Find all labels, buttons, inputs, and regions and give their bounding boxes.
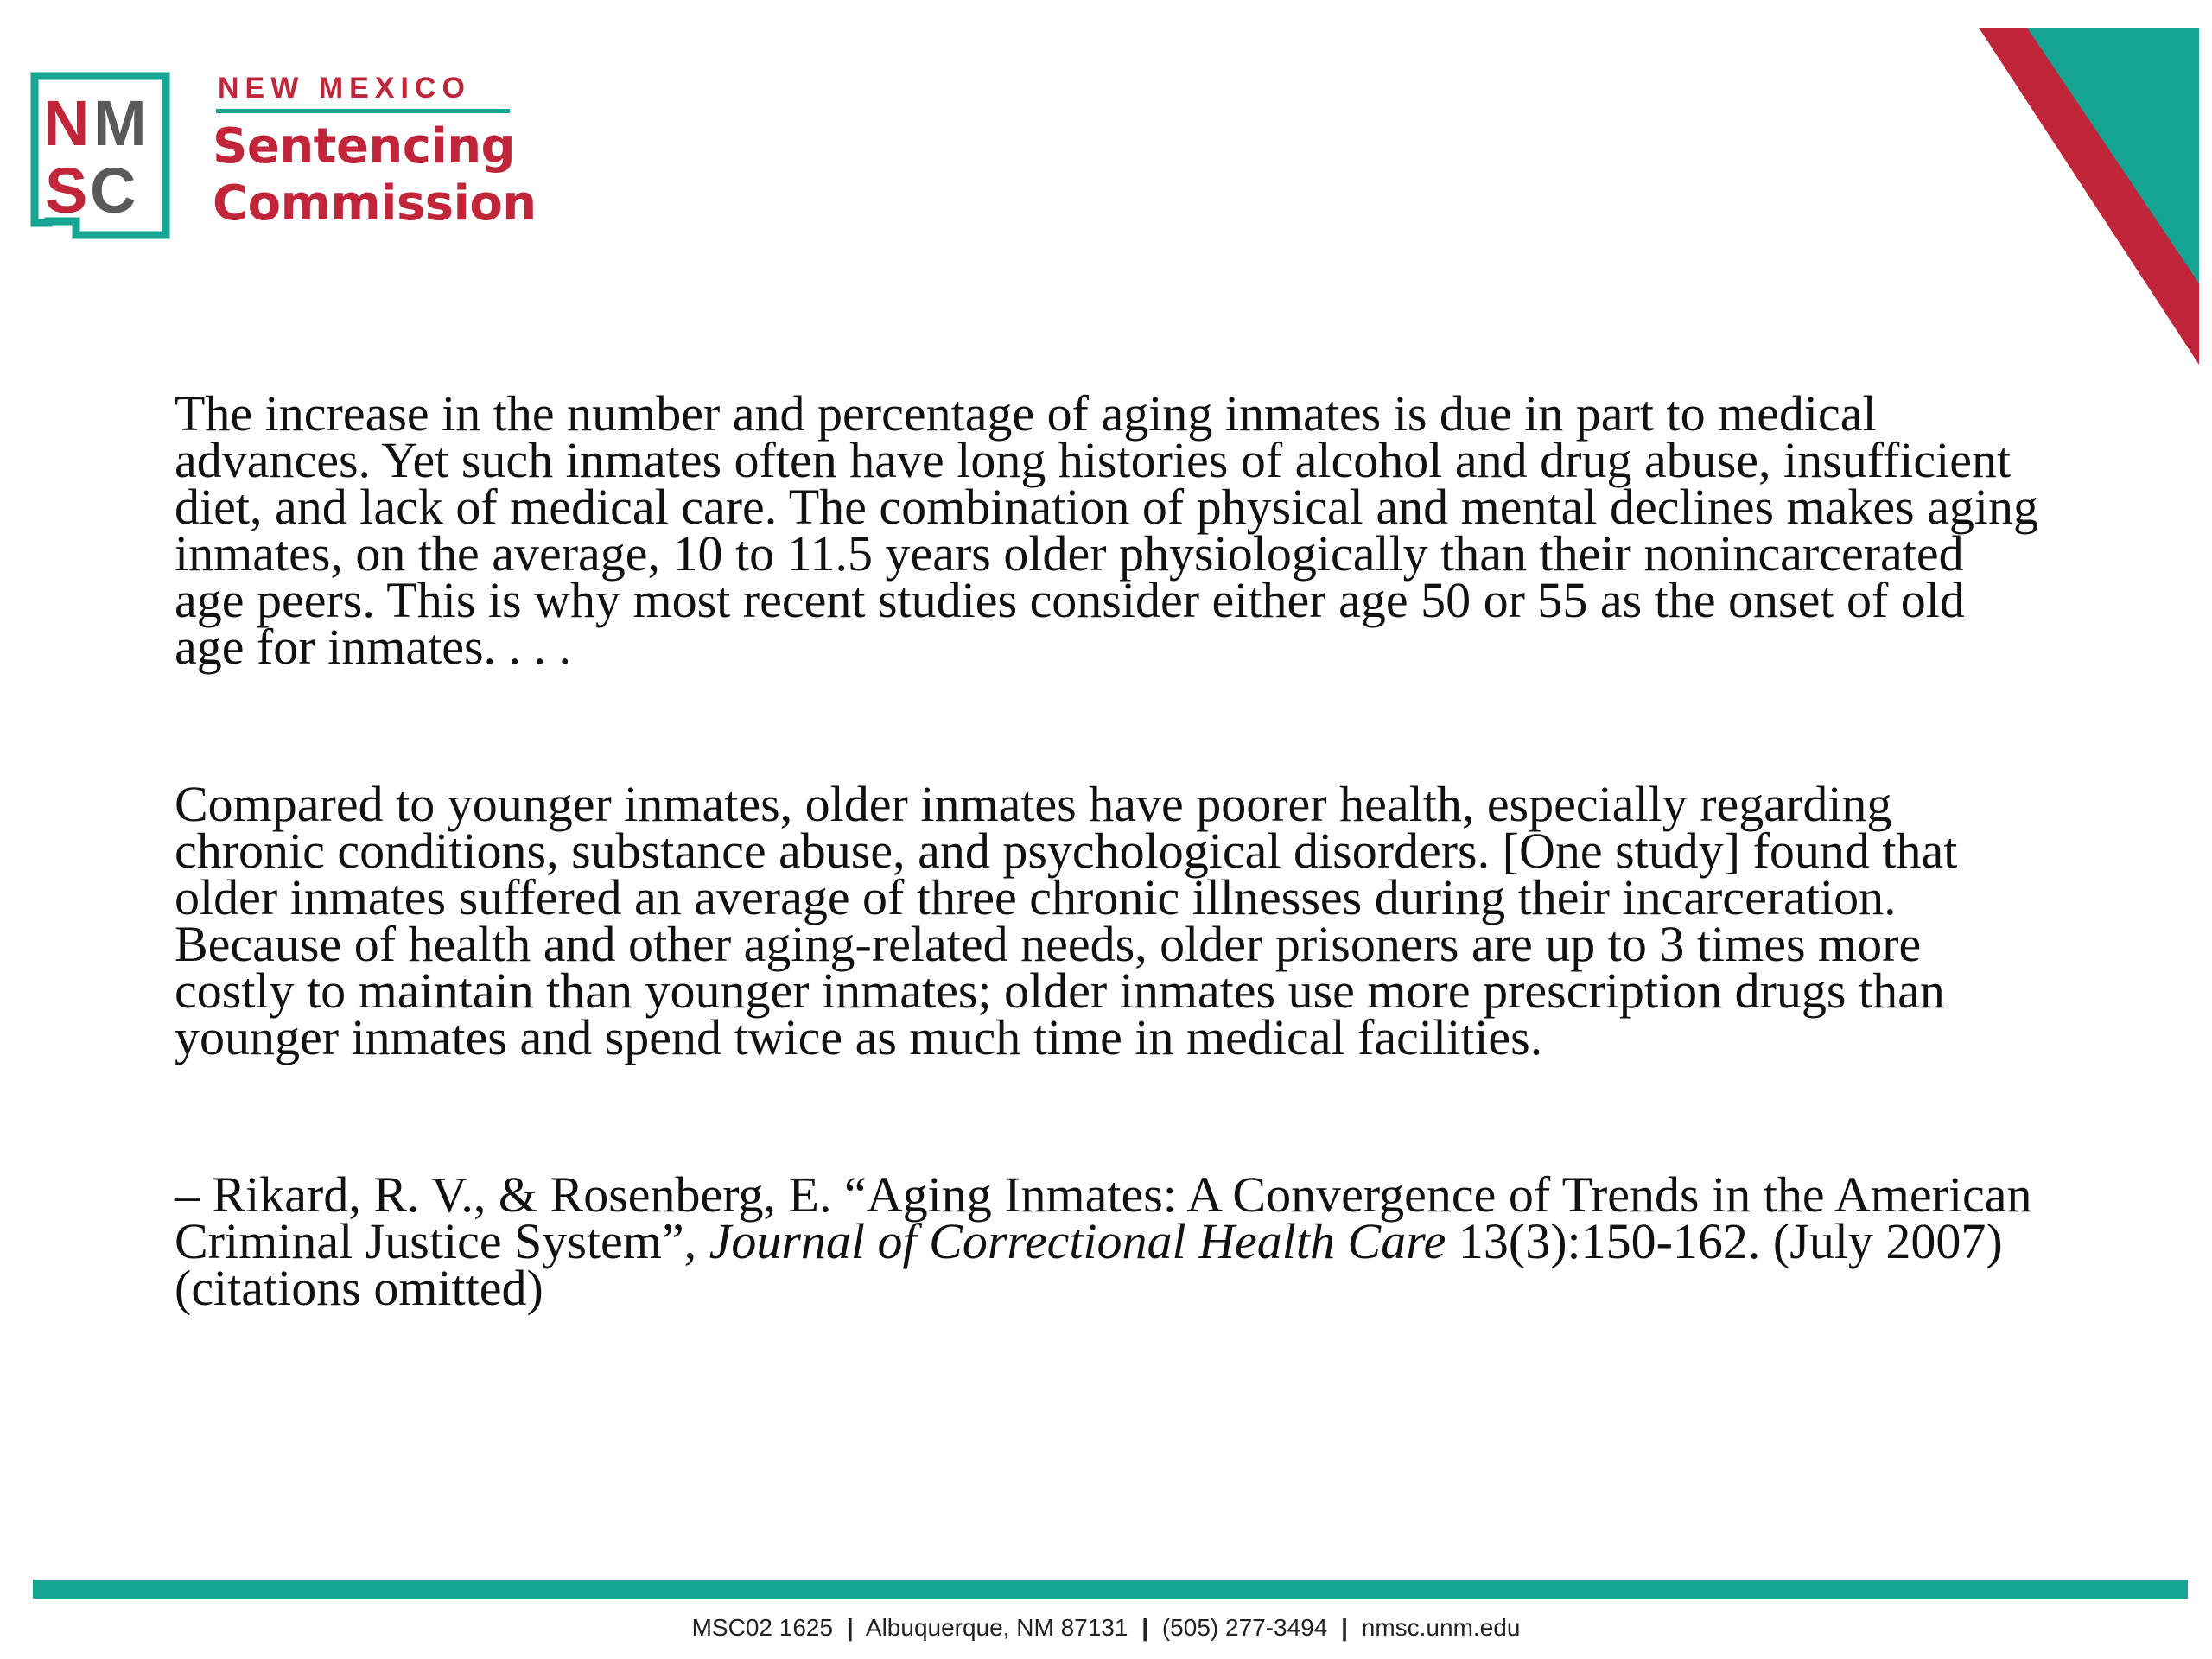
footer-mail-stop: MSC02 1625: [691, 1614, 834, 1641]
footer-city: Albuquerque, NM 87131: [865, 1614, 1128, 1641]
footer-separator: |: [846, 1614, 854, 1641]
footer-website: nmsc.unm.edu: [1361, 1614, 1521, 1641]
svg-text:S: S: [45, 155, 88, 226]
footer-separator: |: [1141, 1614, 1149, 1641]
svg-text:C: C: [90, 155, 137, 226]
svg-text:M: M: [93, 87, 147, 159]
quote-paragraph-1: The increase in the number and percentage of aging inmates is due in part to medical advances. Yet such inmates often have long histories of alcohol and drug abuse, insufficient diet, and lack of medical care. The combination of physical and mental declines makes aging inmates, on the average, 10 to 11.5 years older physiologically than their nonincarcerated age peers. This is why most recent studies consider either age 50 or 55 as the onset of old age for inmates. . . .: [175, 385, 2039, 675]
citation-journal: Journal of Correctional Health Care: [709, 1213, 1446, 1269]
footer-contact: [0, 1614, 2212, 1642]
quote-paragraph-2: Compared to younger inmates, older inmates have poorer health, especially regarding chronic conditions, substance abuse, and psychological disorders. [One study] found that older inmates suffered an average of three chronic illnesses during their incarceration. Because of health and other aging-related needs, older prisoners are up to 3 times more costly to maintain than younger inmates; older inmates use more prescription drugs than younger inmates and spend twice as much time in medical facilities.: [175, 776, 1958, 1065]
footer-bar: [33, 1580, 2188, 1599]
citation-details: 13(3):150-162. (July 2007) (citations omitted): [175, 1213, 2003, 1316]
nmsc-logo: [29, 71, 537, 244]
logo-wordmark: [183, 71, 537, 232]
logo-divider: [216, 109, 510, 113]
footer-phone: (505) 277-3494: [1161, 1614, 1328, 1641]
corner-triangle-decoration: [1979, 28, 2212, 365]
logo-state-name: NEW MEXICO: [218, 72, 471, 105]
svg-text:N: N: [43, 87, 90, 159]
citation-authors-title: – Rikard, R. V., & Rosenberg, E. “Aging Inmates: A Convergence of Trends in the American Criminal Justice System”,: [175, 1166, 2032, 1269]
quote-body: [175, 385, 2041, 1316]
logo-word-commission: Commission: [213, 175, 537, 232]
citation: [175, 1166, 2041, 1316]
logo-word-sentencing: Sentencing: [213, 118, 516, 175]
new-mexico-state-outline-logo-mark: [29, 71, 171, 240]
footer-separator: |: [1341, 1614, 1348, 1641]
